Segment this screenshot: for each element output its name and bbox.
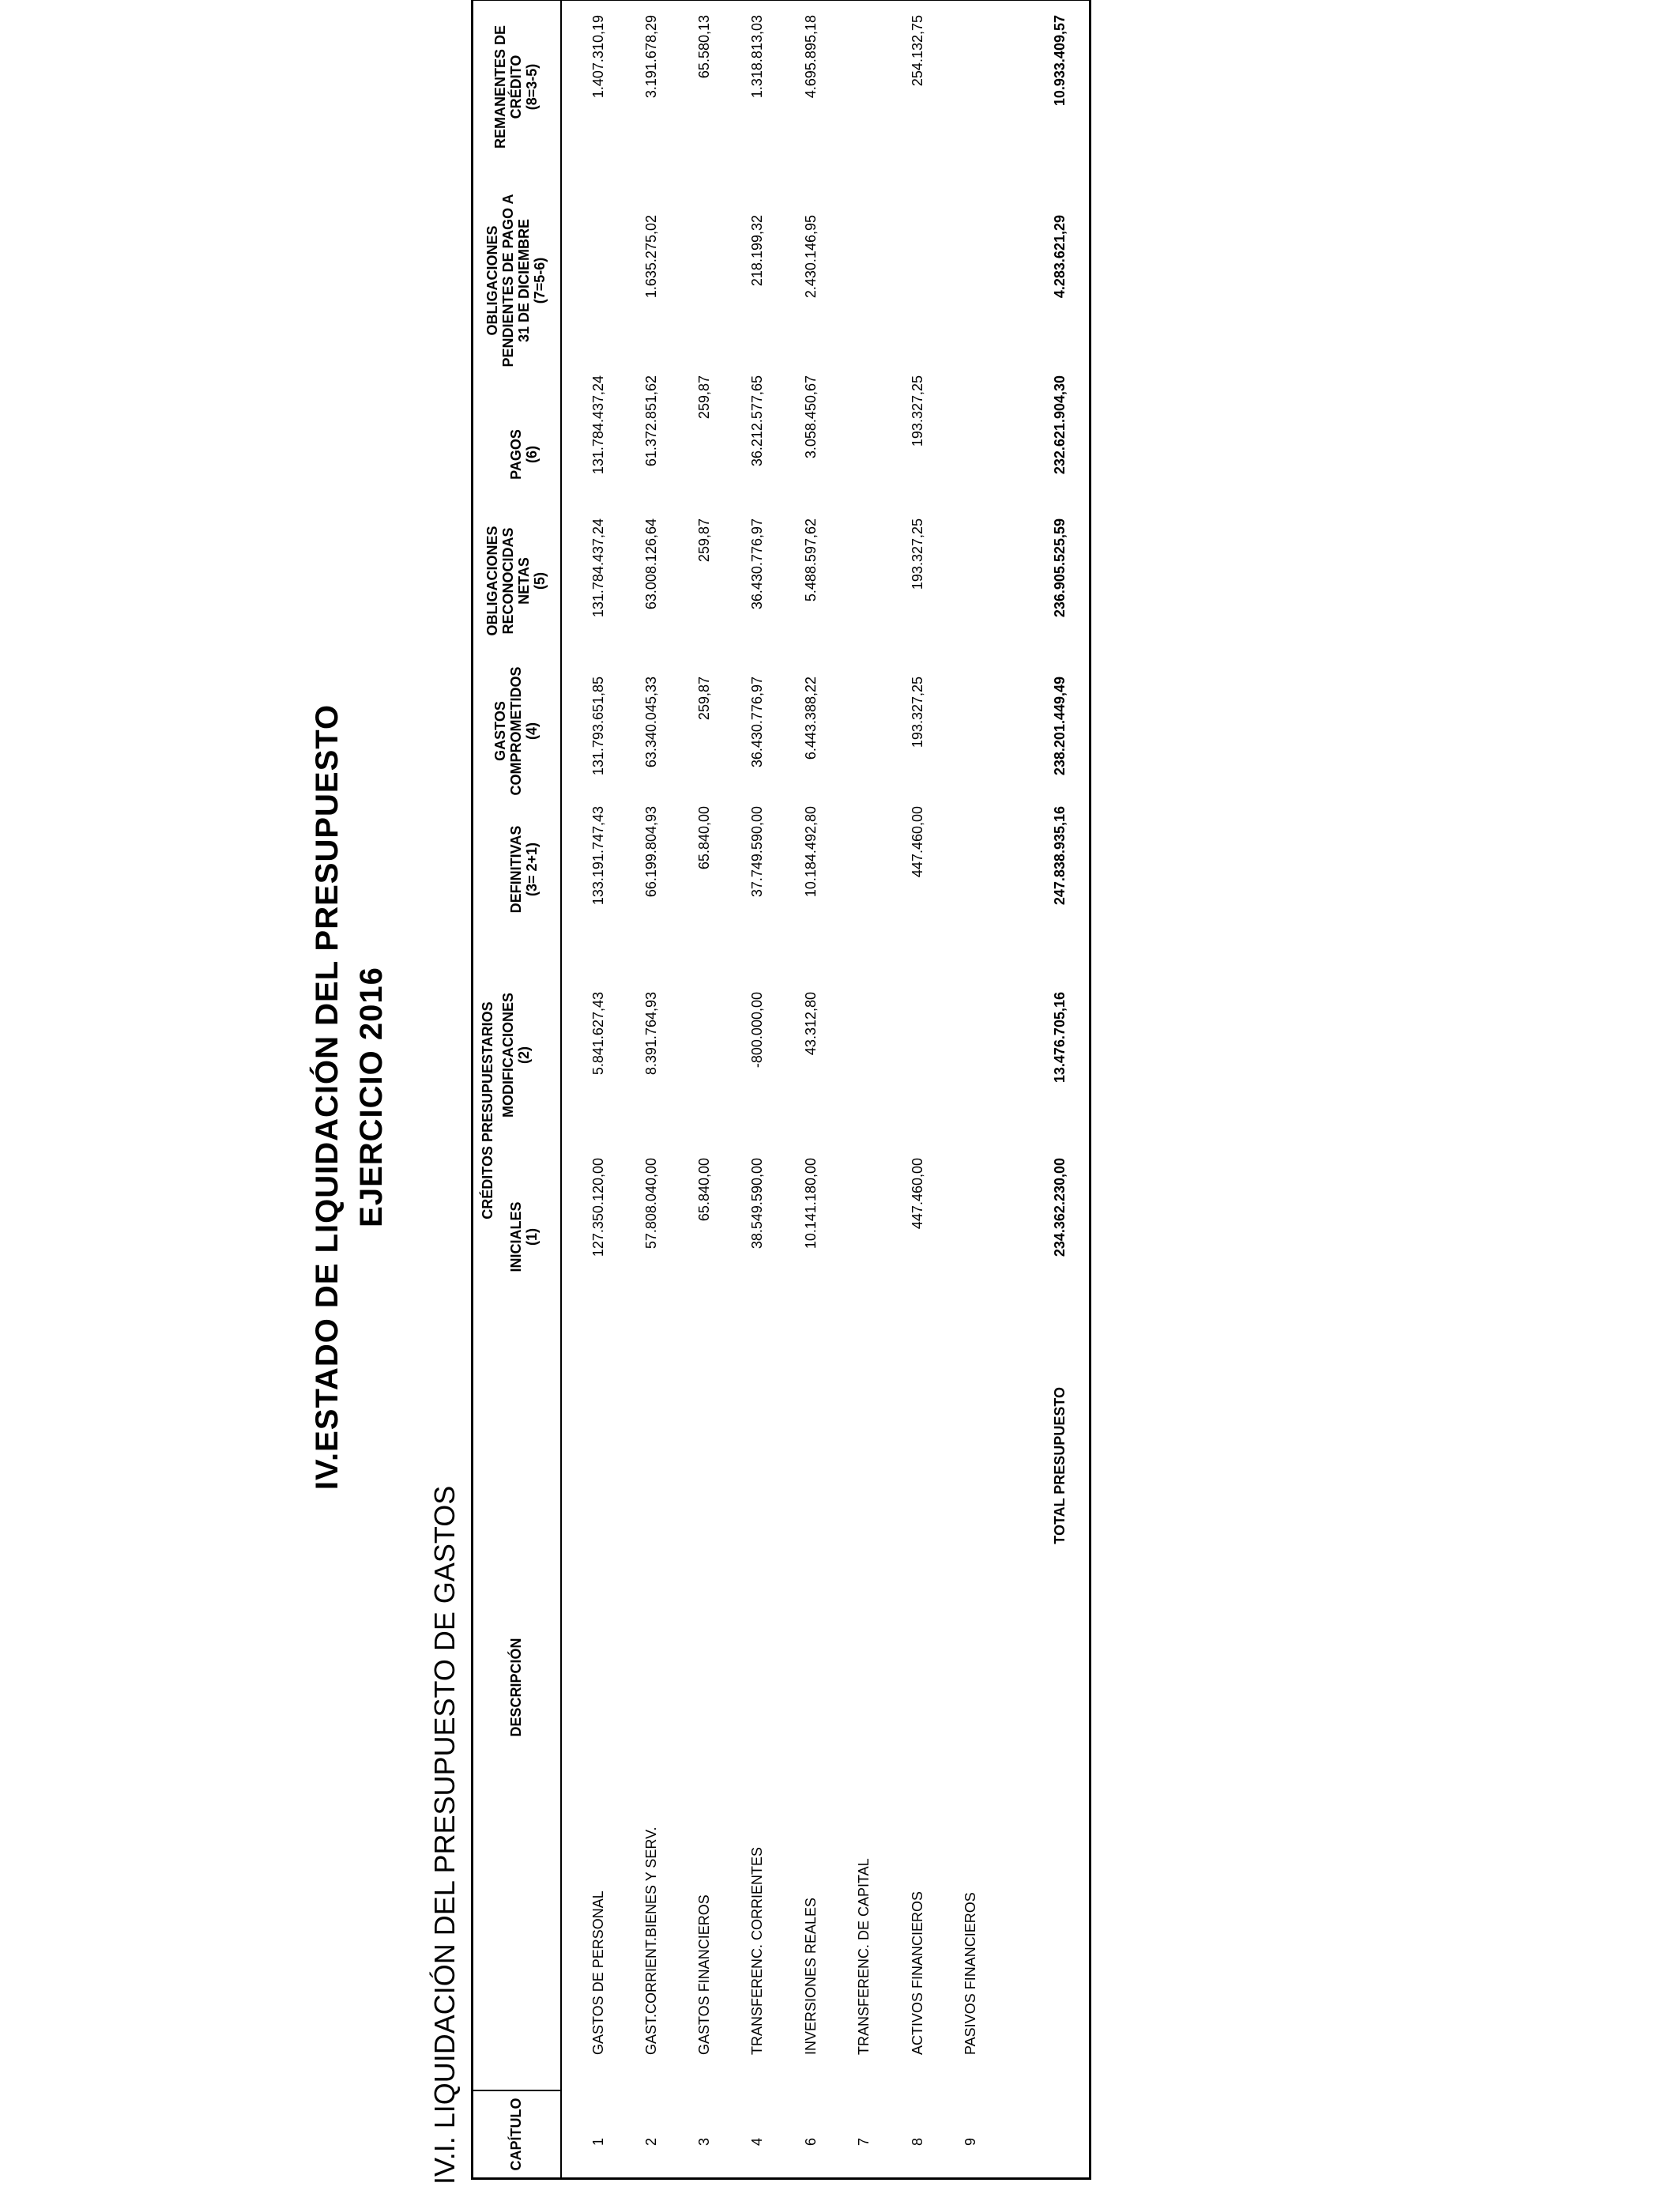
cell-comprometidos: 6.443.388,22 (803, 677, 819, 760)
cell-definitivas: 65.840,00 (696, 806, 712, 870)
header-remanentes (492, 4, 540, 170)
header-iniciales (508, 1158, 540, 1316)
cell-pagos: 36.212.577,65 (749, 375, 765, 467)
cell-modificaciones: 43.312,80 (803, 992, 819, 1056)
header-pagos (508, 375, 540, 533)
cell-descripcion: GAST.CORRIENT.BIENES Y SERV. (643, 1826, 659, 2055)
cell-capitulo: 4 (749, 2137, 765, 2146)
header-gastos-l1: GASTOS (492, 701, 508, 761)
cell-obligaciones: 259,87 (696, 518, 712, 563)
header-gastos-l2: COMPROMETIDOS (508, 666, 524, 796)
cell-remanentes: 65.580,13 (696, 15, 712, 79)
cell-pendientes: 218.199,32 (749, 215, 765, 287)
header-modificaciones (500, 952, 532, 1158)
budget-table (471, 0, 1091, 2180)
total-cell-pagos: 232.621.904,30 (1052, 375, 1068, 475)
cell-iniciales: 447.460,00 (910, 1158, 925, 1230)
cell-definitivas: 66.199.804,93 (643, 806, 659, 898)
cell-iniciales: 65.840,00 (696, 1158, 712, 1222)
cell-obligaciones: 63.008.126,64 (643, 518, 659, 610)
cell-capitulo: 6 (803, 2137, 819, 2146)
cell-pendientes: 1.635.275,02 (643, 215, 659, 299)
header-pend-l1: OBLIGACIONES (484, 225, 500, 336)
cell-pagos: 3.058.450,67 (803, 375, 819, 459)
section-title: IV.I. LIQUIDACIÓN DEL PRESUPUESTO DE GASTOS (428, 1485, 461, 2185)
cell-obligaciones: 131.784.437,24 (590, 518, 606, 618)
cell-definitivas: 133.191.747,43 (590, 806, 606, 906)
header-divider (560, 1, 562, 2177)
cell-remanentes: 1.407.310,19 (590, 15, 606, 99)
header-rem-l1: REMANENTES DE (492, 25, 508, 149)
cell-comprometidos: 259,87 (696, 677, 712, 721)
cell-descripcion: TRANSFERENC. DE CAPITAL (856, 1858, 872, 2055)
cell-capitulo: 9 (962, 2137, 978, 2146)
header-pagos-label: PAGOS (508, 429, 524, 480)
header-definitivas-label: DEFINITIVAS (508, 825, 524, 914)
header-modificaciones-num: (2) (516, 1046, 532, 1064)
cell-remanentes: 254.132,75 (910, 15, 925, 87)
cell-descripcion: GASTOS DE PERSONAL (590, 1891, 606, 2055)
total-cell-pendientes: 4.283.621,29 (1052, 215, 1068, 299)
cell-obligaciones: 193.327,25 (910, 518, 925, 590)
cell-descripcion: PASIVOS FINANCIEROS (962, 1892, 978, 2055)
header-pend-l3: 31 DE DICIEMBRE (516, 218, 532, 343)
cell-comprometidos: 63.340.045,33 (643, 677, 659, 768)
cell-remanentes: 4.695.895,18 (803, 15, 819, 99)
header-oblig-num: (5) (532, 572, 548, 590)
header-oblig-l2: RECONOCIDAS (500, 527, 516, 635)
cell-iniciales: 127.350.120,00 (590, 1158, 606, 1257)
header-oblig-l1: OBLIGACIONES (484, 526, 500, 636)
cell-definitivas: 447.460,00 (910, 806, 925, 878)
total-cell-modificaciones: 13.476.705,16 (1052, 992, 1068, 1084)
cell-capitulo: 2 (643, 2137, 659, 2146)
header-gastos-num: (4) (524, 722, 540, 740)
header-iniciales-num: (1) (524, 1228, 540, 1246)
cell-descripcion: ACTIVOS FINANCIEROS (910, 1891, 925, 2055)
total-cell-obligaciones: 236.905.525,59 (1052, 518, 1068, 618)
page-subtitle: EJERCICIO 2016 (354, 967, 389, 1227)
cell-modificaciones: -800.000,00 (749, 992, 765, 1069)
cell-remanentes: 1.318.813,03 (749, 15, 765, 99)
cell-definitivas: 10.184.492,80 (803, 806, 819, 898)
total-cell-iniciales: 234.362.230,00 (1052, 1158, 1068, 1257)
cell-iniciales: 10.141.180,00 (803, 1158, 819, 1250)
total-cell-comprometidos: 238.201.449,49 (1052, 677, 1068, 776)
cell-pagos: 259,87 (696, 375, 712, 420)
cell-descripcion: INVERSIONES REALES (803, 1897, 819, 2055)
header-oblig-l3: NETAS (516, 557, 532, 605)
cell-iniciales: 38.549.590,00 (749, 1158, 765, 1250)
header-rem-num: (8=3-5) (524, 63, 540, 111)
cell-pagos: 193.327,25 (910, 375, 925, 447)
cell-capitulo: 1 (590, 2137, 606, 2146)
header-pend-l2: PENDIENTES DE PAGO A (500, 194, 516, 368)
cell-pagos: 61.372.851,62 (643, 375, 659, 467)
total-label: TOTAL PRESUPUESTO (1052, 1387, 1068, 1544)
cell-comprometidos: 36.430.776,97 (749, 677, 765, 768)
cell-modificaciones: 5.841.627,43 (590, 992, 606, 1076)
total-cell-remanentes: 10.933.409,57 (1052, 15, 1068, 107)
total-cell-definitivas: 247.838.935,16 (1052, 806, 1068, 906)
header-capitulo: CAPÍTULO (508, 2098, 524, 2171)
header-pend-num: (7=5-6) (532, 257, 548, 304)
cell-obligaciones: 5.488.597,62 (803, 518, 819, 602)
cell-obligaciones: 36.430.776,97 (749, 518, 765, 610)
cell-comprometidos: 131.793.651,85 (590, 677, 606, 776)
header-creditos-group: CRÉDITOS PRESUPUESTARIOS (480, 1001, 495, 1220)
cell-capitulo: 3 (696, 2137, 712, 2146)
cell-capitulo: 8 (910, 2137, 925, 2146)
cell-remanentes: 3.191.678,29 (643, 15, 659, 99)
cell-modificaciones: 8.391.764,93 (643, 992, 659, 1076)
cell-definitivas: 37.749.590,00 (749, 806, 765, 898)
header-modificaciones-label: MODIFICACIONES (500, 993, 516, 1118)
header-descripcion: DESCRIPCIÓN (508, 1638, 524, 1737)
header-pendientes (484, 178, 548, 383)
header-iniciales-label: INICIALES (508, 1201, 524, 1272)
header-pagos-num: (6) (524, 446, 540, 463)
cell-descripcion: GASTOS FINANCIEROS (696, 1894, 712, 2055)
header-rem-l2: CRÉDITO (508, 55, 524, 119)
cell-descripcion: TRANSFERENC. CORRIENTES (749, 1846, 765, 2055)
cell-capitulo: 7 (856, 2137, 872, 2146)
cell-iniciales: 57.808.040,00 (643, 1158, 659, 1250)
cell-comprometidos: 193.327,25 (910, 677, 925, 748)
cell-pendientes: 2.430.146,95 (803, 215, 819, 299)
header-definitivas-num: (3= 2+1) (524, 842, 540, 897)
cell-pagos: 131.784.437,24 (590, 375, 606, 475)
page-title: IV.ESTADO DE LIQUIDACIÓN DEL PRESUPUESTO (310, 703, 345, 1491)
